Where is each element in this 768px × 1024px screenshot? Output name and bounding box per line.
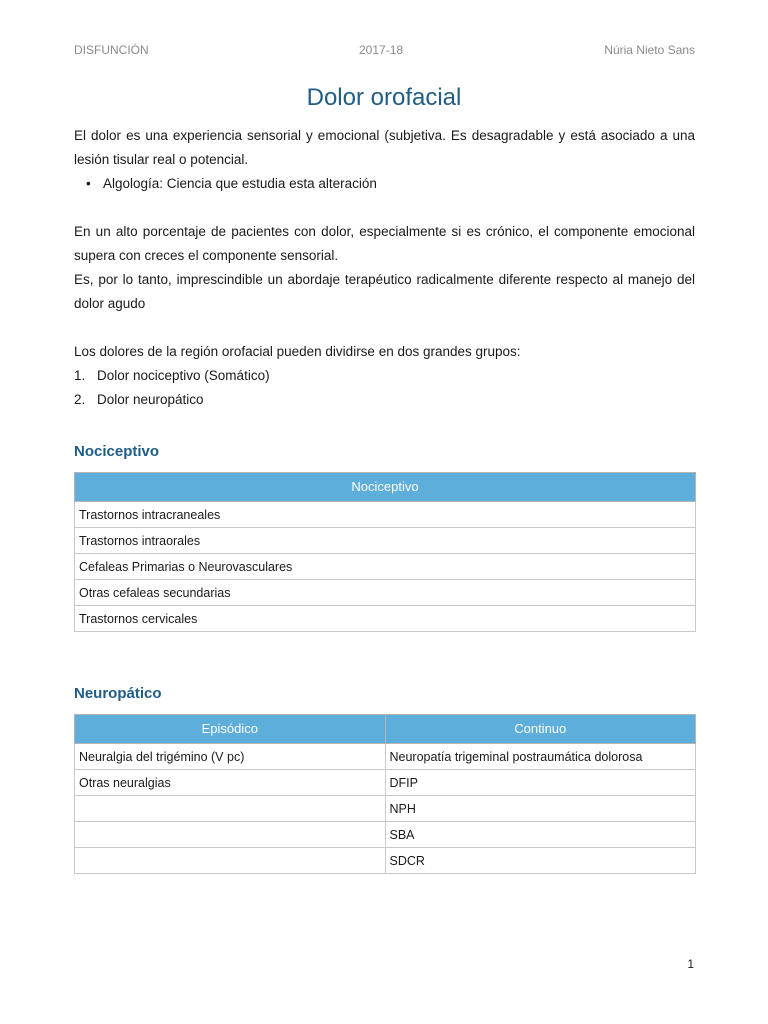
table-row bbox=[75, 554, 696, 580]
table-row bbox=[75, 502, 696, 528]
bullet-text: Algología: Ciencia que estudia esta alteración bbox=[103, 176, 377, 191]
section-title-nociceptivo: Nociceptivo bbox=[74, 443, 160, 460]
table-row bbox=[75, 796, 696, 822]
table-cell bbox=[75, 822, 386, 848]
list-number: 1. bbox=[74, 368, 86, 383]
section-title-neuropatico: Neuropático bbox=[74, 685, 162, 702]
table-row bbox=[75, 848, 696, 874]
table-row bbox=[75, 580, 696, 606]
groups-list bbox=[74, 364, 695, 412]
bullet-item bbox=[74, 172, 695, 196]
table-header-cell: Episódico bbox=[75, 715, 386, 744]
table-row bbox=[75, 744, 696, 770]
table-cell: Neuropatía trigeminal postraumática dolorosa bbox=[385, 744, 696, 770]
table-cell: Otras neuralgias bbox=[75, 770, 386, 796]
header-author: Núria Nieto Sans bbox=[604, 43, 695, 57]
nociceptivo-table bbox=[74, 472, 696, 632]
table-cell: DFIP bbox=[385, 770, 696, 796]
table-cell bbox=[75, 796, 386, 822]
paragraph-approach: Es, por lo tanto, imprescindible un abordaje terapéutico radicalmente diferente respecto al manejo del dolor agudo bbox=[74, 272, 695, 311]
neuropatico-table bbox=[74, 714, 696, 874]
intro-paragraph: El dolor es una experiencia sensorial y emocional (subjetiva. Es desagradable y está asociado a una lesión tisular real o potencial. bbox=[74, 128, 695, 167]
document-body bbox=[74, 124, 695, 874]
list-item bbox=[74, 364, 695, 388]
table-cell: SBA bbox=[385, 822, 696, 848]
paragraph-emotional: En un alto porcentaje de pacientes con dolor, especialmente si es crónico, el componente emocional supera con creces el componente sensorial. bbox=[74, 224, 695, 263]
table-cell: Otras cefaleas secundarias bbox=[75, 580, 696, 606]
table-cell: Neuralgia del trigémino (V pc) bbox=[75, 744, 386, 770]
page-number: 1 bbox=[687, 957, 694, 971]
groups-intro: Los dolores de la región orofacial pueden dividirse en dos grandes grupos: bbox=[74, 344, 521, 359]
table-cell: NPH bbox=[385, 796, 696, 822]
table-cell: Cefaleas Primarias o Neurovasculares bbox=[75, 554, 696, 580]
table-header-cell: Continuo bbox=[385, 715, 696, 744]
list-text: Dolor neuropático bbox=[97, 392, 204, 407]
table-row bbox=[75, 528, 696, 554]
table-cell: Trastornos intracraneales bbox=[75, 502, 696, 528]
header-year: 2017-18 bbox=[359, 43, 404, 57]
page-title: Dolor orofacial bbox=[306, 84, 462, 111]
table-cell: Trastornos intraorales bbox=[75, 528, 696, 554]
bullet-dot: • bbox=[86, 176, 91, 191]
table-cell bbox=[75, 848, 386, 874]
list-text: Dolor nociceptivo (Somático) bbox=[97, 368, 270, 383]
table-cell: Trastornos cervicales bbox=[75, 606, 696, 632]
header-subject: DISFUNCIÓN bbox=[74, 43, 149, 57]
table-cell: SDCR bbox=[385, 848, 696, 874]
table-row bbox=[75, 822, 696, 848]
page-header bbox=[74, 43, 695, 59]
list-item bbox=[74, 388, 695, 412]
table-header-cell: Nociceptivo bbox=[75, 473, 696, 502]
list-number: 2. bbox=[74, 392, 86, 407]
table-row bbox=[75, 770, 696, 796]
table-row bbox=[75, 606, 696, 632]
